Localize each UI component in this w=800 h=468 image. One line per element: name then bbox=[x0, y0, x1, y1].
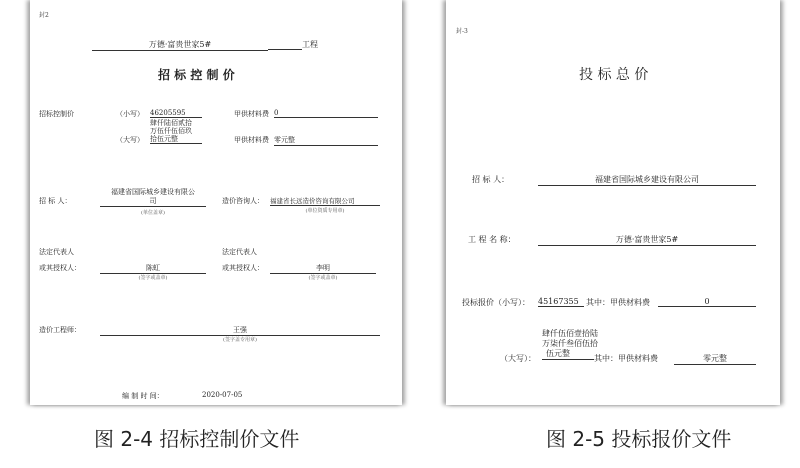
compile-date-label: 编 制 时 间： bbox=[122, 392, 164, 400]
supplied-material-label: 甲供材料费 bbox=[234, 110, 269, 118]
supplied-material-label-2: 其中：甲供材料费 bbox=[594, 354, 658, 363]
bid-words-line: 万柒仟叁佰伍拾 bbox=[542, 339, 598, 348]
supplied-material-label: 其中：甲供材料费 bbox=[586, 298, 650, 307]
tenderer-value: 福建省国际城乡建设有限公 司 bbox=[100, 188, 206, 207]
supplied-material-value-2: 零元整 bbox=[674, 353, 756, 365]
legal-rep-signature: 陈虹 bbox=[100, 263, 206, 274]
page-corner-label: 封2 bbox=[39, 12, 49, 19]
cost-engineer-signature: 王强 bbox=[100, 325, 380, 336]
small-amount-value: 46205595 bbox=[150, 109, 202, 118]
supplied-material-label-2: 甲供材料费 bbox=[234, 136, 269, 144]
consultant-hint: (单位资质专用章) bbox=[305, 208, 345, 214]
consultant-rep-hint: (签字或盖章) bbox=[308, 275, 338, 281]
tenderer-label: 招 标 人： bbox=[39, 197, 72, 205]
bid-price-label: 投标报价（小写）： bbox=[462, 298, 530, 307]
project-name: 万德·富贵世家5# bbox=[92, 39, 268, 51]
tenderer-value: 福建省国际城乡建设有限公司 bbox=[538, 174, 756, 186]
legal-rep-label-top: 法定代表人 bbox=[39, 248, 74, 256]
control-price-label: 招标控制价 bbox=[39, 110, 74, 118]
big-amount-label: （大写）： bbox=[500, 354, 536, 363]
consultant-rep-label-top: 法定代表人 bbox=[222, 248, 257, 256]
bid-words-line: 肆仟伍佰壹拾陆 bbox=[542, 329, 598, 338]
consultant-rep-label-bottom: 或其授权人： bbox=[222, 264, 264, 272]
big-amount-line: 万伍仟伍佰玖 bbox=[150, 127, 192, 135]
bid-price-in-words bbox=[542, 329, 598, 360]
bid-price-document bbox=[446, 0, 780, 405]
cost-engineer-label: 造价工程师： bbox=[39, 326, 81, 334]
big-amount-value bbox=[150, 119, 202, 144]
document-title: 招 标 控 制 价 bbox=[158, 68, 235, 82]
figure-caption-left: 图 2-4 招标控制价文件 bbox=[94, 427, 300, 451]
cost-engineer-hint: (签字盖专用章) bbox=[223, 337, 257, 343]
supplied-material-value-2: 零元整 bbox=[274, 135, 378, 146]
big-amount-line: 拾伍元整 bbox=[150, 135, 202, 144]
small-amount-label: （小写） bbox=[116, 110, 144, 118]
consultant-rep-signature: 李明 bbox=[270, 263, 376, 274]
supplied-material-value: 0 bbox=[658, 297, 756, 307]
supplied-material-value: 0 bbox=[274, 109, 378, 118]
project-name-label: 工 程 名 称： bbox=[468, 235, 516, 244]
bid-price-value: 45167355 bbox=[538, 297, 584, 307]
consultant-value: 福建省长远造价咨询有限公司 bbox=[270, 196, 380, 206]
project-suffix: 工程 bbox=[302, 40, 318, 49]
project-name-value: 万德·富贵世家5# bbox=[538, 234, 756, 246]
legal-rep-hint: (签字或盖章) bbox=[138, 275, 168, 281]
tenderer-label: 招 标 人： bbox=[472, 175, 510, 184]
tenderer-hint: (单位盖章) bbox=[141, 210, 165, 216]
figure-caption-right: 图 2-5 投标报价文件 bbox=[546, 427, 732, 451]
consultant-label: 造价咨询人： bbox=[222, 197, 264, 205]
project-name-underline-ext bbox=[268, 39, 302, 50]
page-corner-label: 封-3 bbox=[456, 28, 468, 35]
bid-words-line: 伍元整 bbox=[542, 349, 594, 360]
compile-date-value: 2020-07-05 bbox=[202, 391, 243, 399]
big-amount-line: 肆仟陆佰贰拾 bbox=[150, 119, 192, 127]
document-title: 投 标 总 价 bbox=[579, 67, 649, 83]
legal-rep-label-bottom: 或其授权人： bbox=[39, 264, 81, 272]
control-price-document bbox=[30, 0, 402, 405]
big-amount-label: （大写） bbox=[116, 136, 144, 144]
